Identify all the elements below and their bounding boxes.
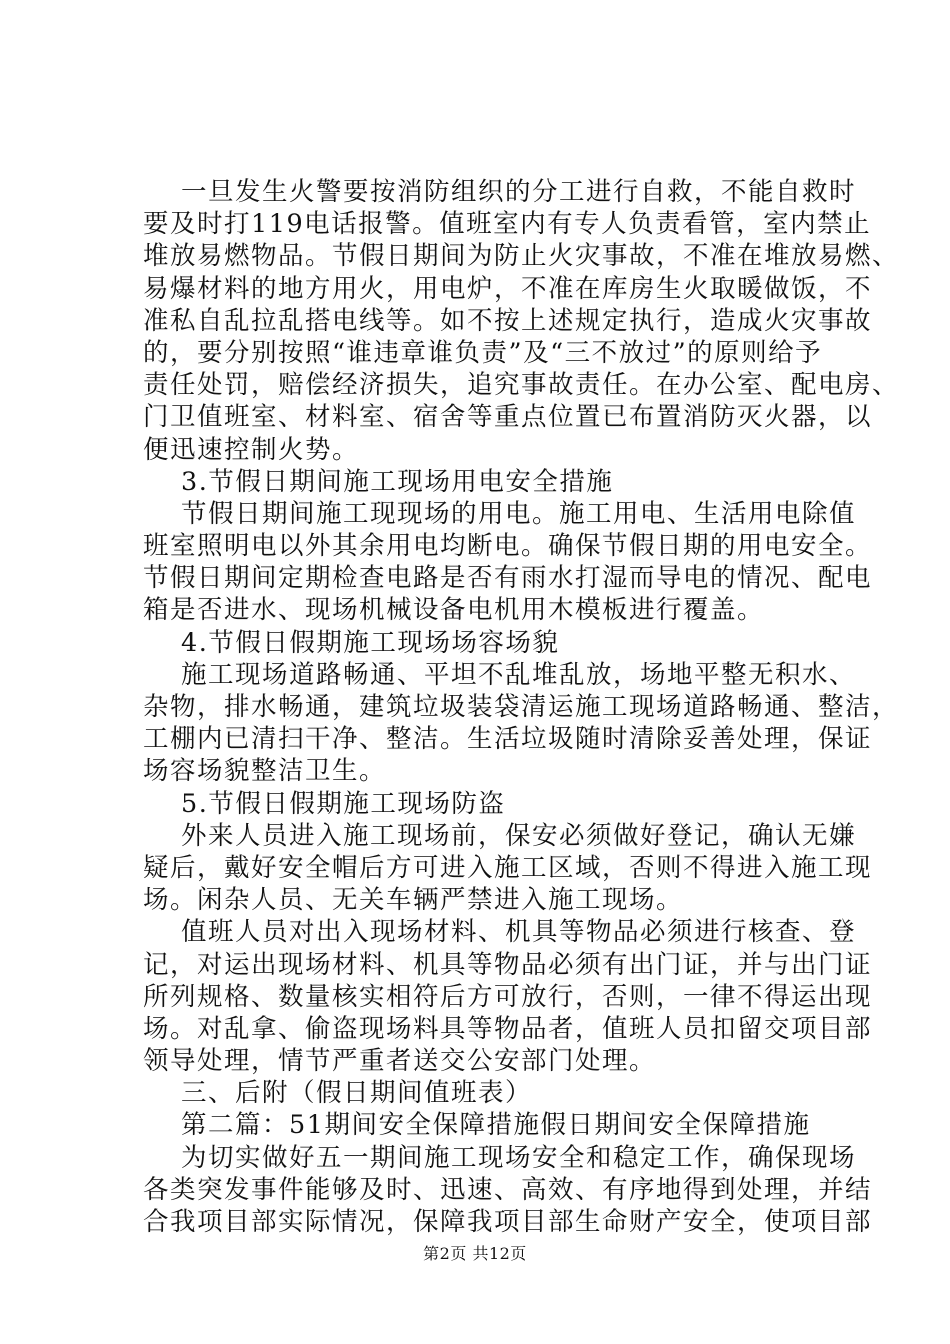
- text-line: 记，对运出现场材料、机具等物品必须有出门证，并与出门证: [143, 949, 873, 980]
- text-line: 工棚内已清扫干净、整洁。生活垃圾随时清除妥善处理，保证: [143, 724, 873, 755]
- text-line: 准私自乱拉乱搭电线等。如不按上述规定执行，造成火灾事故: [143, 305, 873, 336]
- text-line: 合我项目部实际情况，保障我项目部生命财产安全，使项目部: [143, 1207, 873, 1237]
- text-line: 节假日期间施工现现场的用电。施工用电、生活用电除值: [181, 498, 857, 529]
- text-line: 易爆材料的地方用火，用电炉，不准在库房生火取暖做饭，不: [143, 273, 873, 304]
- text-line: 3.节假日期间施工现场用电安全措施: [181, 466, 614, 497]
- text-line: 一旦发生火警要按消防组织的分工进行自救，不能自救时: [181, 177, 857, 207]
- text-line: 4.节假日假期施工现场场容场貌: [181, 627, 560, 658]
- text-line: 第二篇：51期间安全保障措施假日期间安全保障措施: [181, 1110, 811, 1141]
- text-line: 堆放易燃物品。节假日期间为防止火灾事故，不准在堆放易燃、: [143, 241, 900, 272]
- text-line: 的，要分别按照“谁违章谁负责”及“三不放过”的原则给予: [143, 337, 823, 368]
- text-line: 外来人员进入施工现场前，保安必须做好登记，确认无嫌: [181, 820, 857, 851]
- page-footer: 第2页 共12页: [423, 1244, 527, 1263]
- text-line: 场。对乱拿、偷盗现场料具等物品者，值班人员扣留交项目部: [143, 1013, 873, 1044]
- text-line: 为切实做好五一期间施工现场安全和稳定工作，确保现场: [181, 1142, 857, 1173]
- text-line: 责任处罚，赔偿经济损失，追究事故责任。在办公室、配电房、: [143, 370, 900, 401]
- text-line: 班室照明电以外其余用电均断电。确保节假日期的用电安全。: [143, 531, 873, 562]
- document-body: [143, 176, 900, 1238]
- text-line: 5.节假日假期施工现场防盗: [181, 788, 506, 819]
- text-line: 三、后附（假日期间值班表）: [181, 1078, 533, 1109]
- text-line: 要及时打119电话报警。值班室内有专人负责看管，室内禁止: [143, 209, 872, 240]
- text-line: 所列规格、数量核实相符后方可放行，否则，一律不得运出现: [143, 981, 873, 1012]
- text-line: 领导处理，情节严重者送交公安部门处理。: [143, 1046, 657, 1077]
- text-line: 便迅速控制火势。: [143, 434, 360, 465]
- text-line: 箱是否进水、现场机械设备电机用木模板进行覆盖。: [143, 595, 765, 626]
- text-line: 施工现场道路畅通、平坦不乱堆乱放，场地平整无积水、: [181, 659, 857, 690]
- text-line: 门卫值班室、材料室、宿舍等重点位置已布置消防灭火器，以: [143, 402, 873, 433]
- text-line: 疑后，戴好安全帽后方可进入施工区域，否则不得进入施工现: [143, 852, 873, 883]
- text-line: 值班人员对出入现场材料、机具等物品必须进行核查、登: [181, 917, 857, 948]
- text-line: 场容场貌整洁卫生。: [143, 756, 387, 787]
- text-line: 场。闲杂人员、无关车辆严禁进入施工现场。: [143, 885, 684, 916]
- text-line: 各类突发事件能够及时、迅速、高效、有序地得到处理，并结: [143, 1174, 873, 1205]
- text-line: 节假日期间定期检查电路是否有雨水打湿而导电的情况、配电: [143, 563, 873, 594]
- text-line: 杂物，排水畅通，建筑垃圾装袋清运施工现场道路畅通、整洁，: [143, 692, 900, 722]
